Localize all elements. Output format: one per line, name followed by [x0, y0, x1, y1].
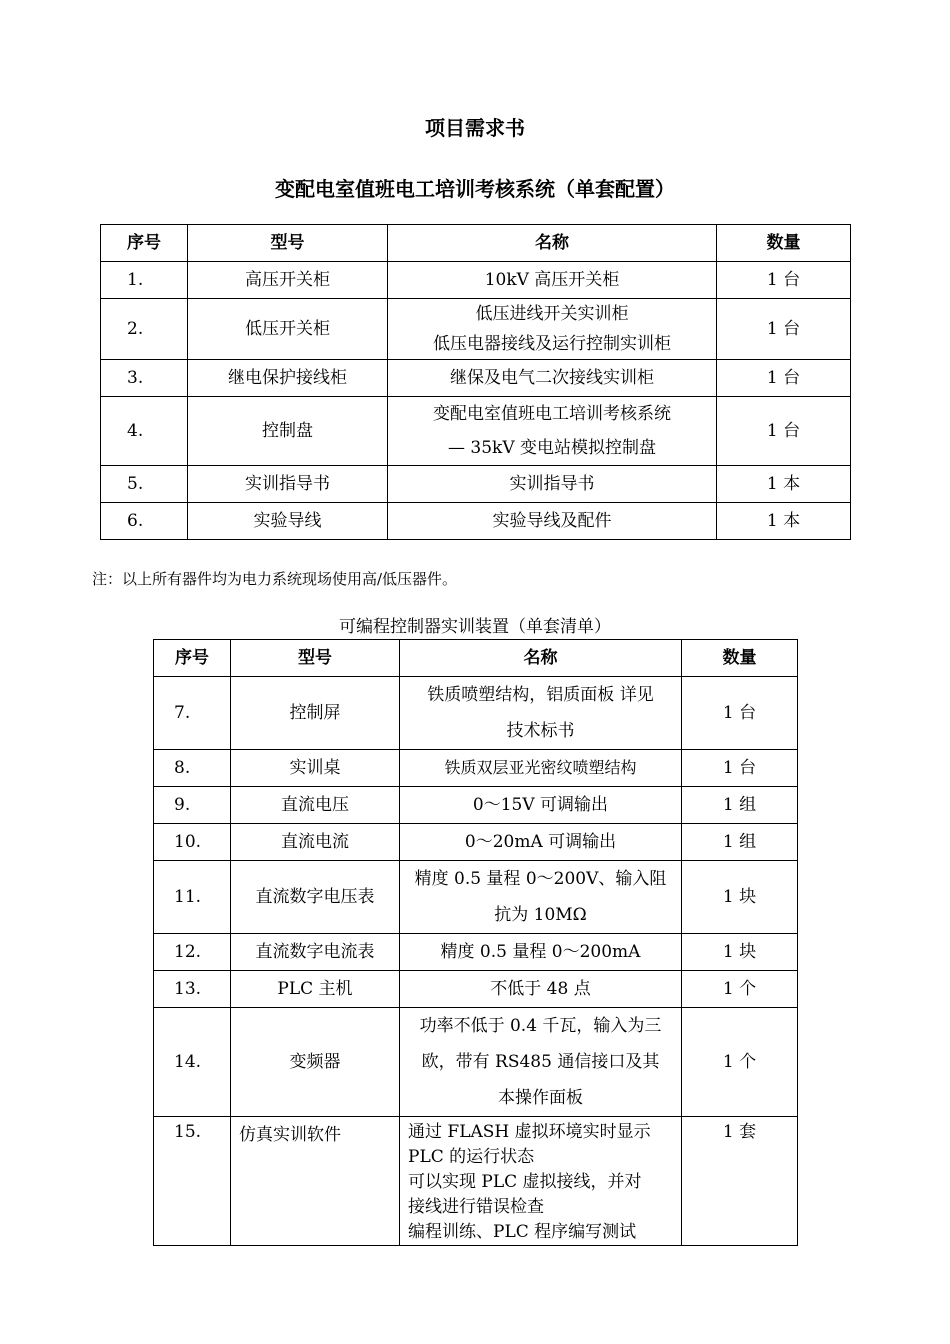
- header-model: 型号: [231, 640, 400, 677]
- row-index: 1.: [101, 262, 188, 299]
- header-qty: 数量: [717, 225, 851, 262]
- header-index: 序号: [154, 640, 231, 677]
- row-index: 3.: [101, 360, 188, 397]
- row-model: 实训指导书: [188, 466, 388, 503]
- row-index: 14.: [154, 1008, 231, 1117]
- table-row: [154, 971, 798, 1008]
- row-model: 实训桌: [231, 750, 400, 787]
- row-name-line: 功率不低于 0.4 千瓦，输入为三: [419, 1016, 662, 1036]
- row-index: 4.: [101, 397, 188, 466]
- row-model: 继电保护接线柜: [188, 360, 388, 397]
- row-index: 5.: [101, 466, 188, 503]
- row-name-line: 接线进行错误检查: [408, 1197, 544, 1217]
- row-name: [400, 1008, 682, 1117]
- section1-title: 变配电室值班电工培训考核系统（单套配置）: [275, 177, 675, 201]
- table-row: [101, 262, 851, 299]
- row-model: 仿真实训软件: [231, 1117, 400, 1246]
- table-row: [154, 824, 798, 861]
- row-name: 精度 0.5 量程 0～200mA: [400, 934, 682, 971]
- row-name: [400, 861, 682, 934]
- row-model: PLC 主机: [231, 971, 400, 1008]
- table-row: [101, 299, 851, 360]
- row-model: 直流电流: [231, 824, 400, 861]
- row-qty: 1 组: [682, 787, 798, 824]
- table-row: [154, 1008, 798, 1117]
- table-row: [101, 397, 851, 466]
- table-row: [101, 360, 851, 397]
- row-name: [388, 397, 717, 466]
- page-title: 项目需求书: [425, 116, 525, 140]
- row-qty: 1 本: [717, 503, 851, 540]
- table-row: [154, 1117, 798, 1246]
- table-row: [154, 934, 798, 971]
- header-qty: 数量: [682, 640, 798, 677]
- header-index: 序号: [101, 225, 188, 262]
- row-name-line: 抗为 10MΩ: [494, 905, 587, 925]
- row-model: 控制屏: [231, 677, 400, 750]
- row-model: 控制盘: [188, 397, 388, 466]
- row-qty: 1 块: [682, 934, 798, 971]
- row-index: 10.: [154, 824, 231, 861]
- row-index: 15.: [154, 1117, 231, 1246]
- row-name-line: 变配电室值班电工培训考核系统: [433, 404, 671, 424]
- table-row: [101, 503, 851, 540]
- row-name: 0～20mA 可调输出: [400, 824, 682, 861]
- row-index: 11.: [154, 861, 231, 934]
- row-name: 实训指导书: [388, 466, 717, 503]
- row-qty: 1 台: [717, 397, 851, 466]
- table-note: 注：以上所有器件均为电力系统现场使用高/低压器件。: [92, 570, 458, 588]
- header-name: 名称: [400, 640, 682, 677]
- row-name: 10kV 高压开关柜: [388, 262, 717, 299]
- section2-title: 可编程控制器实训装置（单套清单）: [339, 617, 611, 637]
- row-name: [388, 299, 717, 360]
- row-index: 7.: [154, 677, 231, 750]
- row-qty: 1 组: [682, 824, 798, 861]
- row-name: 实验导线及配件: [388, 503, 717, 540]
- row-name-line: — 35kV 变电站模拟控制盘: [447, 438, 657, 458]
- table-row: [154, 787, 798, 824]
- row-qty: 1 台: [682, 750, 798, 787]
- row-name-line: 铁质喷塑结构，铝质面板 详见: [427, 685, 654, 705]
- row-qty: 1 本: [717, 466, 851, 503]
- table-row: [154, 677, 798, 750]
- row-model: 低压开关柜: [188, 299, 388, 360]
- row-model: 实验导线: [188, 503, 388, 540]
- equipment-table-2: [153, 639, 798, 1246]
- row-name-line: 通过 FLASH 虚拟环境实时显示: [408, 1122, 651, 1142]
- row-qty: 1 块: [682, 861, 798, 934]
- row-qty: 1 个: [682, 1008, 798, 1117]
- row-model: 直流数字电流表: [231, 934, 400, 971]
- row-index: 6.: [101, 503, 188, 540]
- row-name: 0～15V 可调输出: [400, 787, 682, 824]
- row-index: 13.: [154, 971, 231, 1008]
- row-model: 高压开关柜: [188, 262, 388, 299]
- row-name-line: 低压进线开关实训柜: [475, 304, 629, 324]
- row-name-line: 编程训练、PLC 程序编写测试: [408, 1222, 637, 1242]
- row-name-line: 精度 0.5 量程 0～200V、输入阻: [414, 869, 667, 889]
- row-index: 8.: [154, 750, 231, 787]
- table-row: [154, 750, 798, 787]
- row-index: 12.: [154, 934, 231, 971]
- row-index: 9.: [154, 787, 231, 824]
- table-header-row: [101, 225, 851, 262]
- row-qty: 1 个: [682, 971, 798, 1008]
- row-qty: 1 台: [717, 262, 851, 299]
- header-model: 型号: [188, 225, 388, 262]
- row-name: 不低于 48 点: [400, 971, 682, 1008]
- row-name: 铁质双层亚光密纹喷塑结构: [400, 750, 682, 787]
- row-model: 直流电压: [231, 787, 400, 824]
- row-model: 直流数字电压表: [231, 861, 400, 934]
- equipment-table-1: [100, 224, 851, 540]
- row-name-line: 本操作面板: [498, 1088, 583, 1108]
- table-row: [154, 861, 798, 934]
- row-qty: 1 台: [717, 299, 851, 360]
- row-name: [400, 677, 682, 750]
- row-name: 继保及电气二次接线实训柜: [388, 360, 717, 397]
- row-name-line: 技术标书: [506, 721, 575, 741]
- table-row: [101, 466, 851, 503]
- row-index: 2.: [101, 299, 188, 360]
- row-qty: 1 台: [682, 677, 798, 750]
- row-model: 变频器: [231, 1008, 400, 1117]
- row-name: [400, 1117, 682, 1246]
- row-name-line: PLC 的运行状态: [408, 1147, 535, 1167]
- row-name-line: 欧，带有 RS485 通信接口及其: [421, 1052, 660, 1072]
- table-header-row: [154, 640, 798, 677]
- row-qty: 1 套: [682, 1117, 798, 1246]
- row-name-line: 低压电器接线及运行控制实训柜: [433, 334, 671, 354]
- header-name: 名称: [388, 225, 717, 262]
- row-qty: 1 台: [717, 360, 851, 397]
- row-name-line: 可以实现 PLC 虚拟接线，并对: [408, 1172, 642, 1192]
